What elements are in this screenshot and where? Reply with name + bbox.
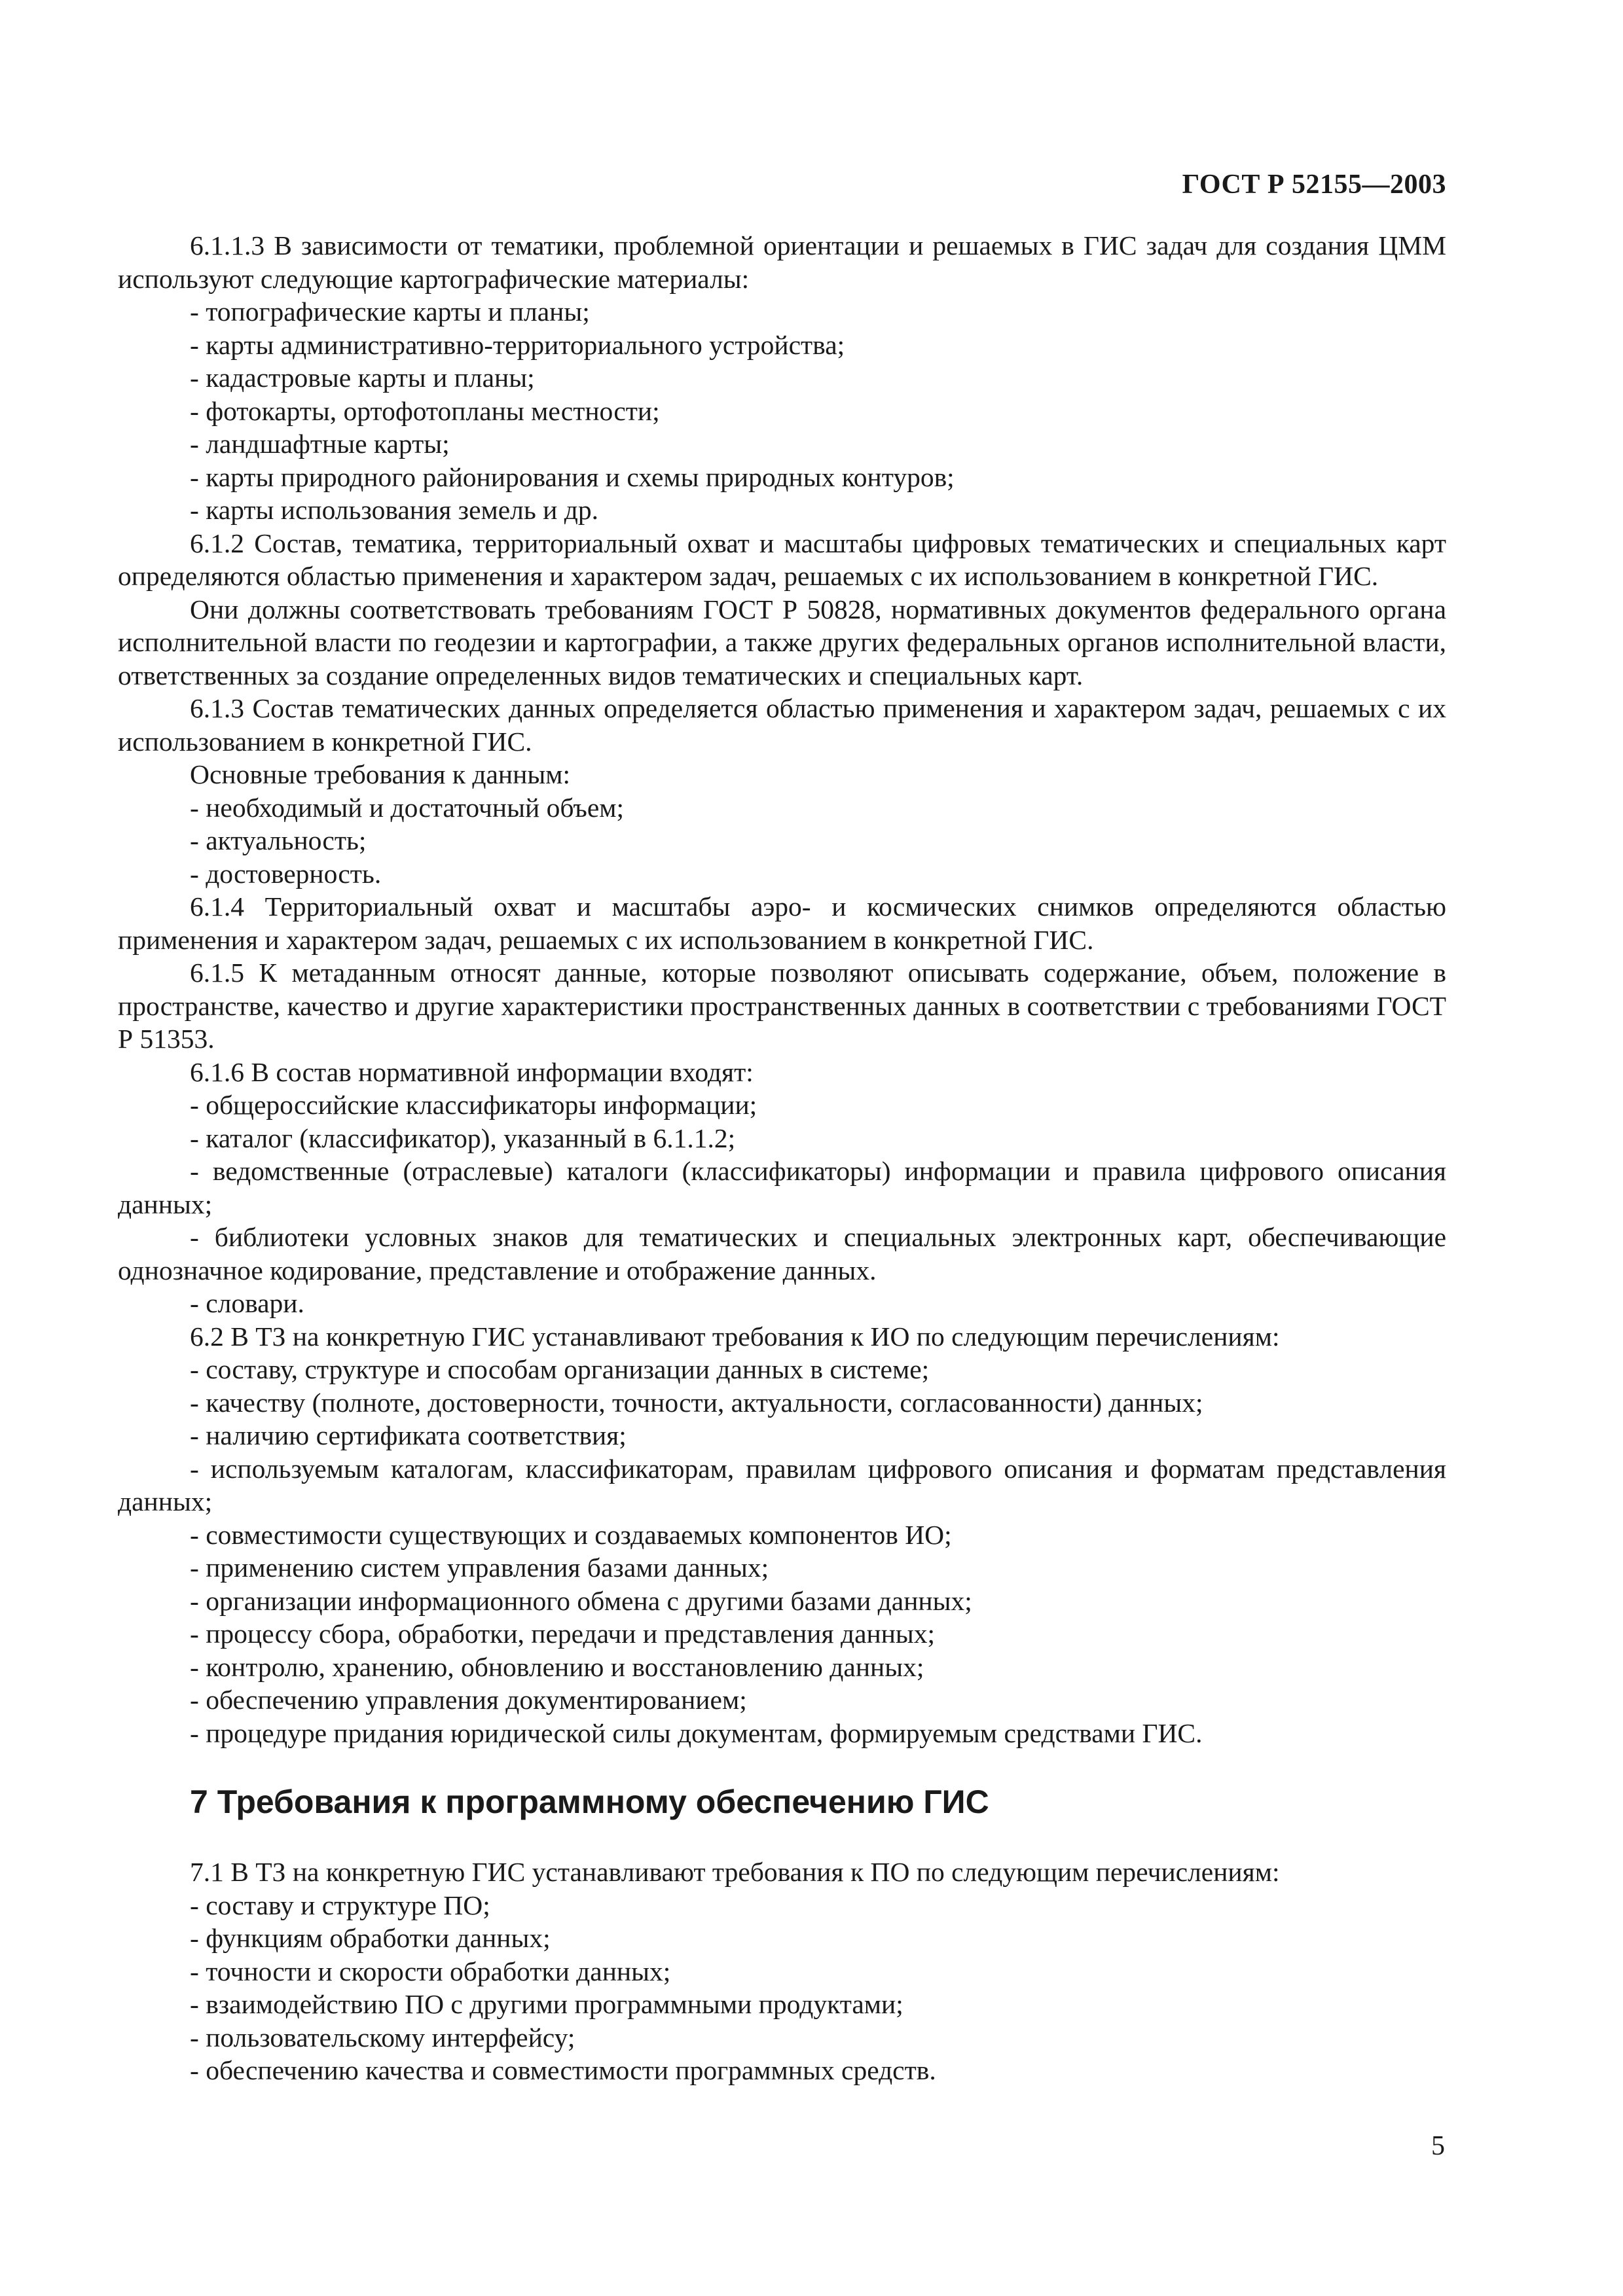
- list-item: - составу, структуре и способам организации данных в системе;: [190, 1354, 930, 1384]
- paragraph: 6.1.1.3 В зависимости от тематики, проблемной ориентации и решаемых в ГИС задач для создания ЦММ используют следующие картографические материалы:: [118, 230, 1446, 294]
- list-item: - карты природного районирования и схемы природных контуров;: [190, 461, 955, 492]
- list-item: - библиотеки условных знаков для тематических и специальных электронных карт, обеспечивающие однозначное кодирование, представление и отображение данных.: [118, 1222, 1446, 1285]
- list-item: - актуальность;: [190, 825, 367, 855]
- list-item: - обеспечению управления документированием;: [190, 1685, 747, 1715]
- list-item: - необходимый и достаточный объем;: [190, 792, 625, 823]
- list-item: - точности и скорости обработки данных;: [190, 1956, 671, 1986]
- paragraph: 6.1.6 В состав нормативной информации входят:: [190, 1056, 754, 1087]
- paragraph: Они должны соответствовать требованиям ГОСТ Р 50828, нормативных документов федерального органа исполнительной власти по геодезии и картографии, а также других федеральных органов исполнительной власти, ответственных за создание определенных видов тематических и специальных карт.: [118, 594, 1446, 691]
- paragraph: 6.1.3 Состав тематических данных определяется областью применения и характером задач, решаемых с их использованием в конкретной ГИС.: [118, 693, 1446, 757]
- list-item: - фотокарты, ортофотопланы местности;: [190, 395, 660, 426]
- list-item: - карты использования земель и др.: [190, 495, 598, 525]
- section-heading: 7 Требования к программному обеспечению ГИС: [190, 1784, 989, 1820]
- list-item: - ландшафтные карты;: [190, 429, 450, 459]
- list-item: - обеспечению качества и совместимости программных средств.: [190, 2055, 936, 2085]
- page-number: 5: [1431, 2131, 1445, 2161]
- list-item: - кадастровые карты и планы;: [190, 363, 535, 393]
- list-item: - процессу сбора, обработки, передачи и представления данных;: [190, 1619, 936, 1649]
- paragraph: 6.2 В ТЗ на конкретную ГИС устанавливают требования к ИО по следующим перечислениям:: [190, 1321, 1280, 1352]
- paragraph: 6.1.4 Территориальный охват и масштабы аэро- и космических снимков определяются областью применения и характером задач, решаемых с их использованием в конкретной ГИС.: [118, 891, 1446, 955]
- list-item: - каталог (классификатор), указанный в 6.1.1.2;: [190, 1122, 736, 1153]
- list-item: - общероссийские классификаторы информации;: [190, 1090, 757, 1120]
- list-item: - качеству (полноте, достоверности, точности, актуальности, согласованности) данных;: [190, 1387, 1203, 1418]
- standard-header: ГОСТ Р 52155—2003: [1182, 170, 1446, 200]
- paragraph: 7.1 В ТЗ на конкретную ГИС устанавливают требования к ПО по следующим перечислениям:: [190, 1857, 1280, 1887]
- list-item: - словари.: [190, 1288, 304, 1318]
- list-item: - наличию сертификата соответствия;: [190, 1420, 627, 1450]
- list-item: - карты административно-территориального устройства;: [190, 329, 845, 360]
- list-item: - совместимости существующих и создаваемых компонентов ИО;: [190, 1519, 952, 1550]
- list-item: - контролю, хранению, обновлению и восстановлению данных;: [190, 1651, 924, 1682]
- paragraph: 6.1.2 Состав, тематика, территориальный охват и масштабы цифровых тематических и специальных карт определяются областью применения и характером задач, решаемых с их использованием в конкретной ГИС.: [118, 528, 1446, 591]
- paragraph: Основные требования к данным:: [190, 759, 571, 789]
- list-item: - составу и структуре ПО;: [190, 1890, 490, 1920]
- list-item: - взаимодействию ПО с другими программными продуктами;: [190, 1989, 903, 2019]
- list-item: - процедуре придания юридической силы документам, формируемым средствами ГИС.: [190, 1717, 1203, 1748]
- list-item: - достоверность.: [190, 858, 382, 889]
- list-item: - пользовательскому интерфейсу;: [190, 2022, 575, 2053]
- list-item: - организации информационного обмена с другими базами данных;: [190, 1585, 972, 1616]
- list-item: - топографические карты и планы;: [190, 296, 590, 327]
- paragraph: 6.1.5 К метаданным относят данные, которые позволяют описывать содержание, объем, положение в пространстве, качество и другие характеристики пространственных данных в соответствии с требованиями ГОСТ Р 51353.: [118, 958, 1446, 1054]
- list-item: - функциям обработки данных;: [190, 1923, 551, 1953]
- list-item: - ведомственные (отраслевые) каталоги (классификаторы) информации и правила цифрового описания данных;: [118, 1156, 1446, 1219]
- list-item: - применению систем управления базами данных;: [190, 1552, 769, 1583]
- document-body: [118, 229, 1446, 2087]
- list-item: - используемым каталогам, классификаторам, правилам цифрового описания и форматам представления данных;: [118, 1453, 1446, 1516]
